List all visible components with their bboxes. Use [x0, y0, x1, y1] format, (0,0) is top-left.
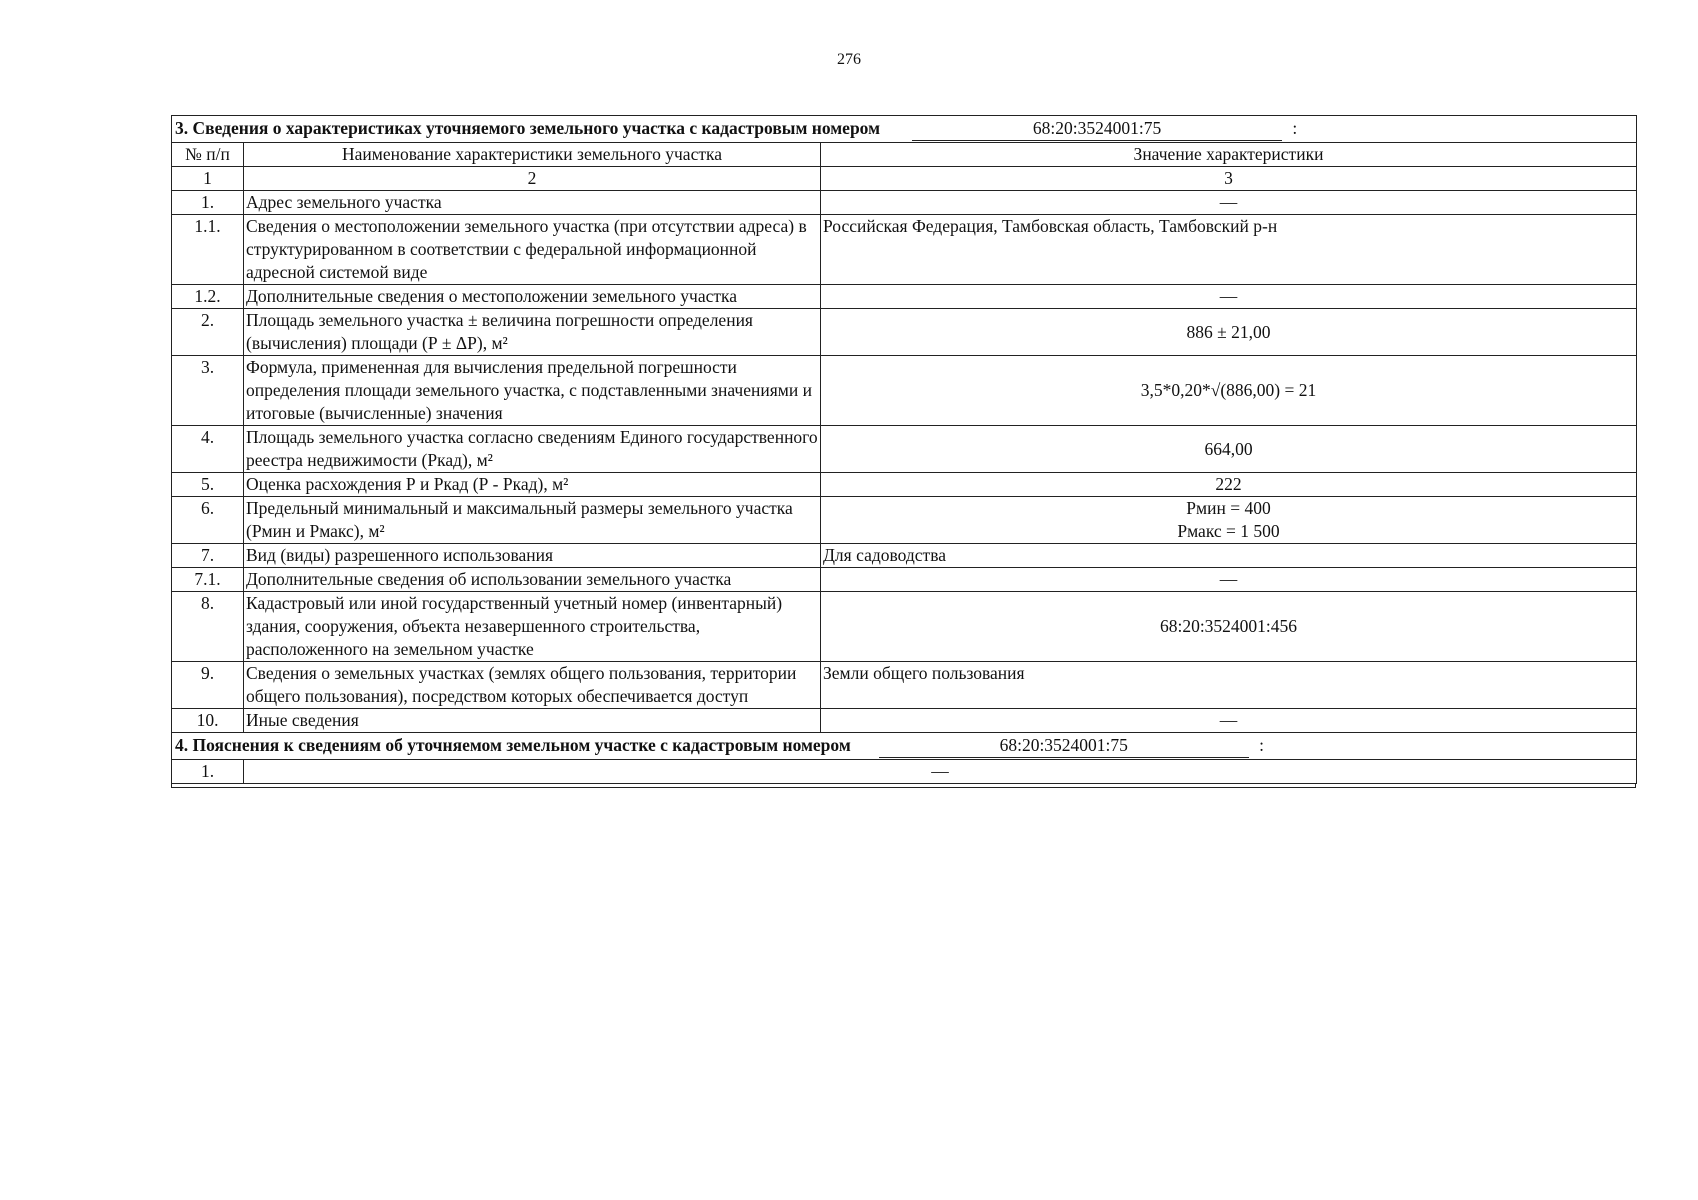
row-value: — [821, 191, 1637, 215]
row-number: 2. [172, 309, 244, 356]
column-header-name: Наименование характеристики земельного участка [244, 143, 821, 167]
column-index-3: 3 [821, 167, 1637, 191]
row-name: Адрес земельного участка [244, 191, 821, 215]
row-number: 1.2. [172, 285, 244, 309]
section4-cadastral-number: 68:20:3524001:75 [879, 734, 1249, 758]
row-number: 1. [172, 760, 244, 784]
row-value-max: Рмакс = 1 500 [1177, 521, 1280, 541]
row-value: 664,00 [821, 426, 1637, 473]
section4-suffix: : [1259, 735, 1264, 755]
table-row [172, 497, 1637, 544]
row-name: Кадастровый или иной государственный учетный номер (инвентарный) здания, сооружения, объекта незавершенного строительства, расположенного на земельном участке [244, 592, 821, 662]
cadastral-document [171, 115, 1636, 788]
row-number: 10. [172, 709, 244, 733]
row-name: Формула, примененная для вычисления предельной погрешности определения площади земельного участка, с подставленными значениями и итоговые (вычисленные) значения [244, 356, 821, 426]
row-value: 886 ± 21,00 [821, 309, 1637, 356]
table-row [172, 544, 1637, 568]
row-number: 1.1. [172, 215, 244, 285]
row-value: 68:20:3524001:456 [821, 592, 1637, 662]
row-number: 5. [172, 473, 244, 497]
section3-title: 3. Сведения о характеристиках уточняемого земельного участка с кадастровым номером [175, 118, 881, 138]
row-value: 222 [821, 473, 1637, 497]
row-value: Российская Федерация, Тамбовская область, Тамбовский р-н [821, 215, 1637, 285]
row-name: Площадь земельного участка ± величина погрешности определения (вычисления) площади (Р ± ΔР), м² [244, 309, 821, 356]
table-row [172, 215, 1637, 285]
column-index-row [172, 167, 1637, 191]
table-bottom-rule [171, 784, 1636, 788]
row-value: Земли общего пользования [821, 662, 1637, 709]
row-name: Дополнительные сведения об использовании земельного участка [244, 568, 821, 592]
row-name: Оценка расхождения Р и Ркад (Р - Ркад), м² [244, 473, 821, 497]
column-index-1: 1 [172, 167, 244, 191]
row-name: Предельный минимальный и максимальный размеры земельного участка (Рмин и Рмакс), м² [244, 497, 821, 544]
table-row [172, 309, 1637, 356]
row-value: — [821, 285, 1637, 309]
table-row [172, 568, 1637, 592]
table-row [172, 285, 1637, 309]
row-number: 7. [172, 544, 244, 568]
row-value: — [821, 568, 1637, 592]
section4-header-row [172, 733, 1637, 760]
row-name: Сведения о местоположении земельного участка (при отсутствии адреса) в структурированном в соответствии с федеральной информационной адресной системой виде [244, 215, 821, 285]
row-number: 9. [172, 662, 244, 709]
section4-row [172, 760, 1637, 784]
row-name: Иные сведения [244, 709, 821, 733]
table-row [172, 426, 1637, 473]
row-number: 4. [172, 426, 244, 473]
row-name: Вид (виды) разрешенного использования [244, 544, 821, 568]
row-value: — [244, 760, 1637, 784]
row-value-min: Рмин = 400 [1186, 498, 1271, 518]
page-number: 276 [837, 51, 861, 68]
row-name: Дополнительные сведения о местоположении земельного участка [244, 285, 821, 309]
table-row [172, 191, 1637, 215]
row-value: — [821, 709, 1637, 733]
table-row [172, 709, 1637, 733]
row-number: 6. [172, 497, 244, 544]
row-name: Сведения о земельных участках (землях общего пользования, территории общего пользования), посредством которых обеспечивается доступ [244, 662, 821, 709]
column-header-value: Значение характеристики [821, 143, 1637, 167]
row-number: 7.1. [172, 568, 244, 592]
column-header-row [172, 143, 1637, 167]
section3-header-row [172, 116, 1637, 143]
row-number: 1. [172, 191, 244, 215]
table-row [172, 592, 1637, 662]
section4-title-cell [172, 733, 1637, 760]
characteristics-table [171, 115, 1637, 784]
table-row [172, 662, 1637, 709]
table-row [172, 473, 1637, 497]
row-name: Площадь земельного участка согласно сведениям Единого государственного реестра недвижимости (Ркад), м² [244, 426, 821, 473]
section3-title-cell [172, 116, 1637, 143]
row-value: 3,5*0,20*√(886,00) = 21 [821, 356, 1637, 426]
section3-suffix: : [1292, 118, 1298, 138]
section3-cadastral-number: 68:20:3524001:75 [912, 117, 1282, 141]
row-number: 3. [172, 356, 244, 426]
table-row [172, 356, 1637, 426]
section4-title: 4. Пояснения к сведениям об уточняемом земельном участке с кадастровым номером [175, 735, 851, 755]
row-value [821, 497, 1637, 544]
column-index-2: 2 [244, 167, 821, 191]
row-number: 8. [172, 592, 244, 662]
row-value: Для садоводства [821, 544, 1637, 568]
column-header-number: № п/п [172, 143, 244, 167]
